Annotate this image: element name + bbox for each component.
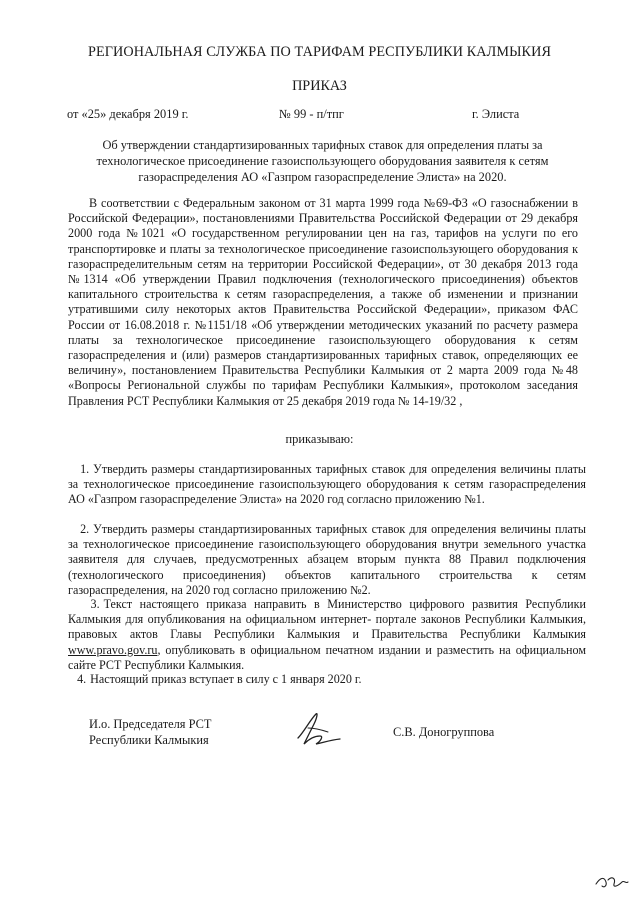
signatory-position-line1: И.о. Председателя РСТ	[89, 717, 212, 731]
order-subject: Об утверждении стандартизированных тарифных ставок для определения платы за технологическое присоединение газоиспользующего оборудования заявителя к сетям газораспределения АО «Газпром газораспределение Элиста» на 2020.	[96, 138, 549, 185]
initials-mark	[592, 868, 632, 894]
item-number: 2.	[80, 522, 90, 536]
pravo-link[interactable]: www.pravo.gov.ru	[68, 642, 158, 657]
order-date: от «25» декабря 2019 г.	[67, 107, 189, 121]
item-number: 1.	[80, 462, 90, 476]
orders-word: приказываю:	[285, 432, 354, 446]
item-text: Утвердить размеры стандартизированных тарифных ставок для определения величины платы за технологическое присоединение газоиспользующего оборудования внутри земельного участка заявителя для случаев, предусмотренных абзацем вторым пункта 88 Правил подключения (технологического присоединения) объектов капитального строительства к сетям газораспределения, на 2020 год согласно приложению №2.	[68, 522, 586, 597]
item-number: 3.	[90, 597, 100, 611]
agency-title: РЕГИОНАЛЬНАЯ СЛУЖБА ПО ТАРИФАМ РЕСПУБЛИКИ КАЛМЫКИЯ	[87, 44, 552, 60]
signatory-name: С.В. Доногруппова	[393, 725, 495, 739]
item-text: Утвердить размеры стандартизированных тарифных ставок для определения величины платы за технологическое присоединение газоиспользующего оборудования к сетям газораспределения АО «Газпром газораспределение Элиста» на 2020 год согласно приложению №1.	[68, 462, 586, 507]
handwritten-signature	[290, 706, 350, 752]
document-type: ПРИКАЗ	[292, 78, 347, 94]
signatory-position	[89, 716, 211, 748]
order-city: г. Элиста	[472, 107, 520, 121]
preamble-paragraph: В соответствии с Федеральным законом от 31 марта 1999 года №69-ФЗ «О газоснабжении в Российской Федерации», постановлениями Правительства Российской Федерации от 29 декабря 2000 года №1021 «О государственном регулировании цен на газ, тарифов на услуги по его транспортировке и платы за технологическое присоединение газоиспользующего оборудования к газораспределительным сетям на территории Российской Федерации», от 30 декабря 2013 года №1314 «Об утверждении Правил подключения (технологического присоединения) объектов капитального строительства к сетям газораспределения, а также об изменении и признании утратившими силу некоторых актов Правительства Российской Федерации», приказом ФАС России от 16.08.2018 г. №1151/18 «Об утверждении методических указаний по расчету размера платы за технологическое присоединение газоиспользующего оборудования к сетям газораспределения и (или) размеров стандартизированных тарифных ставок, определяющих ее величину», постановлением Правительства Республики Калмыкия от 2 марта 2009 года №48 «Вопросы Региональной службы по тарифам Республики Калмыкия», протоколом заседания Правления РСТ Республики Калмыкия от 25 декабря 2019 года № 14-19/32 ,	[68, 196, 578, 408]
item-text: Текст настоящего приказа направить в Министерство цифрового развития Республики Калмыкия для опубликования на официальном интернет- портале законов Республики Калмыкия, правовых актов Главы Республики Калмыкия и Правительства Республики Калмыкия	[68, 597, 586, 642]
item-number: 4.	[77, 672, 87, 686]
item-text-after: , опубликовать в официальном печатном издании и разместить на официальном сайте РСТ Республики Калмыкия.	[68, 642, 586, 672]
order-item-2	[68, 522, 586, 598]
order-item-1	[68, 462, 586, 508]
order-item-3	[68, 597, 586, 673]
item-text: Настоящий приказ вступает в силу с 1 января 2020 г.	[90, 672, 362, 686]
order-item-4	[68, 672, 586, 687]
signatory-position-line2: Республики Калмыкия	[89, 733, 209, 747]
order-number: № 99 - п/тпг	[279, 107, 344, 121]
